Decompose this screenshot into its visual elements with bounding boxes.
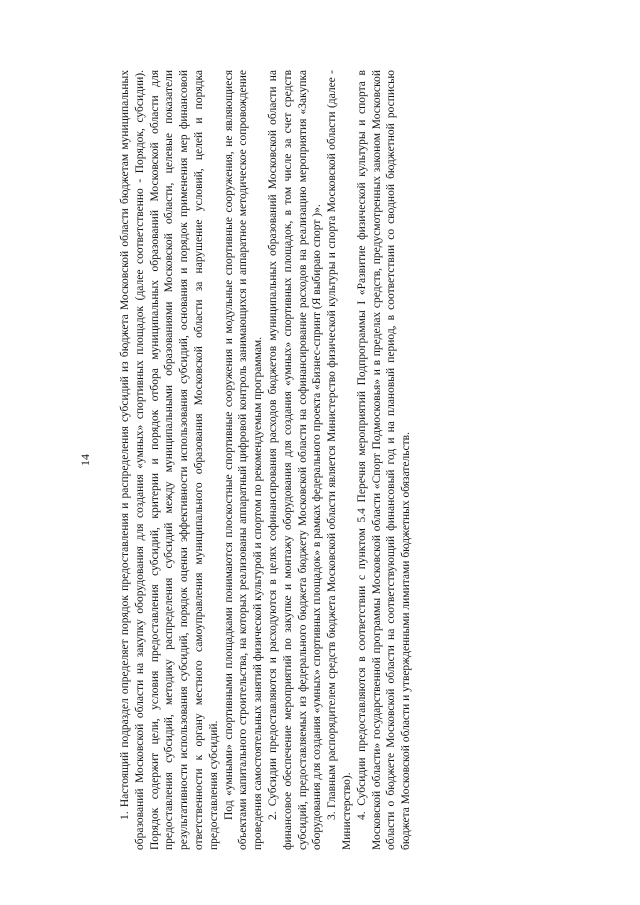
paragraph-3: 2. Субсидии предоставляются и расходуются в целях софинансирования расходов бюджетов муниципальных образований Московской области на финансовое обеспечение мероприятий по закупке и монтажу оборудования для создания «умных» спортивных площадок, в том числе за счет средств субсидий, предоставляемых из федерального бюджета бюджету Московской области на софинансирование расходов на реализацию мероприятия «Закупка оборудования для создания «умных» спортивных площадок» в рамках федерального проекта «Бизнес-спринт (Я выбираю спорт )». — [266, 70, 324, 850]
paragraph-1: 1. Настоящий подраздел определяет порядок предоставления и распределения субсидий из бюджета Московской области бюджетам муниципальных образований Московской области на закупку оборудования для создания «умных» спортивных площадок (далее соответственно - Порядок, субсидии). Порядок содержит цели, условия предоставления субсидий, критерии и порядок отбора муниципальных образований Московской области для предоставления субсидий, методику распределения субсидий между муниципальными образованиями Московской области, целевые показатели результативности использования субсидий, порядок оценки эффективности использования субсидий, основания и порядок применения мер финансовой ответственности к органу местного самоуправления муниципального образования Московской области за нарушение условий, целей и порядка предоставления субсидий. — [119, 70, 220, 850]
paragraph-2: Под «умными» спортивными площадками понимаются плоскостные спортивные сооружения и модульные спортивные сооружения, не являющиеся объектами капитального строительства, на которых реализованы аппаратный цифровой контроль занимающихся и аппаратное методическое сопровождение проведения самостоятельных занятий физической культурой и спортом по рекомендуемым программам. — [222, 70, 265, 850]
paragraph-4: 3. Главным распорядителем средств бюджета Московской области является Министерство физической культуры и спорта Московской области (далее - Министерство). — [326, 70, 353, 850]
document-page — [70, 60, 570, 860]
page-number: 14 — [78, 454, 92, 466]
paragraph-5: 4. Субсидии предоставляются в соответствии с пунктом 5.4 Перечня мероприятий Подпрограммы I «Развитие физической культуры и спорта в Московской области» государственной программы Московской области «Спорт Подмосковья» и в пределах средств, предусмотренных законом Московской области о бюджете Московской области на соответствующий финансовый год и на плановый период, в соответствии со сводной бюджетной росписью бюджета Московской области и утвержденными лимитами бюджетных обязательств. — [355, 70, 413, 850]
document-body — [118, 70, 414, 850]
